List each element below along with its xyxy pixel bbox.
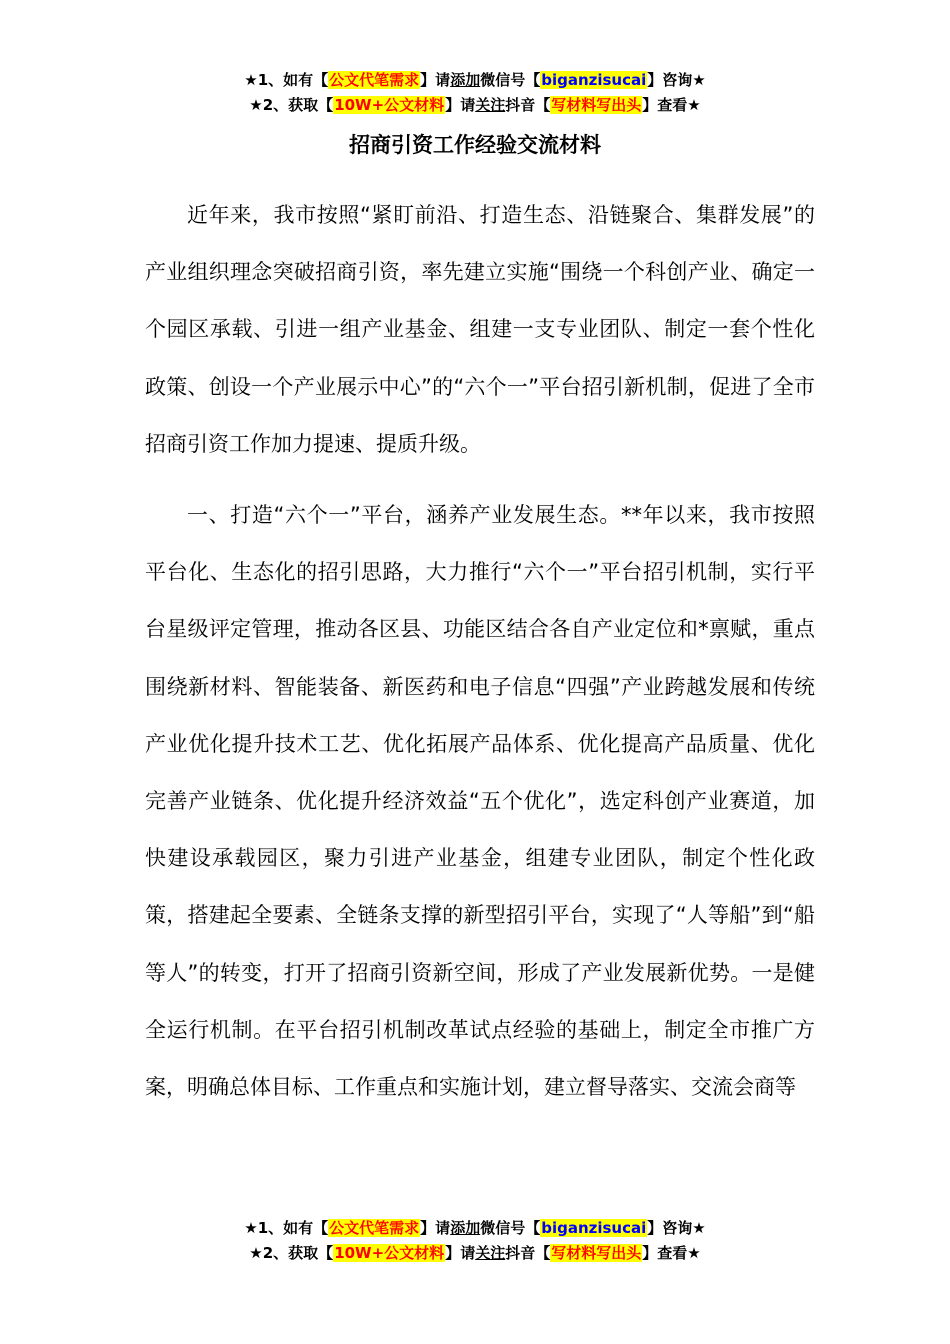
promo-text: 】请 <box>420 71 451 89</box>
promo-text: 】咨询★ <box>647 71 706 89</box>
promo-highlight-wechat-id: biganzisucai <box>541 71 647 89</box>
promo-highlight-materials: 10W+公文材料 <box>334 96 445 114</box>
paragraph-section-one: 一、打造“六个一”平台，涵养产业发展生态。**年以来，我市按照平台化、生态化的招引思路，大力推行“六个一”平台招引机制，实行平台星级评定管理，推动各区县、功能区结合各自产业定位和*禀赋，重点围绕新材料、智能装备、新医药和电子信息“四强”产业跨越发展和传统产业优化提升技术工艺、优化拓展产品体系、优化提高产品质量、优化完善产业链条、优化提升经济效益“五个优化”，选定科创产业赛道，加快建设承载园区，聚力引进产业基金，组建专业团队，制定个性化政策，搭建起全要素、全链条支撑的新型招引平台，实现了“人等船”到“船等人”的转变，打开了招商引资新空间，形成了产业发展新优势。一是健全运行机制。在平台招引机制改革试点经验的基础上，制定全市推广方案，明确总体目标、工作重点和实施计划，建立督导落实、交流会商等 <box>145 503 815 1100</box>
promo-emphasis: 添加 <box>450 1219 481 1237</box>
promo-highlight-douyin: 写材料写出头 <box>551 1244 642 1262</box>
promo-emphasis: 添加 <box>450 71 481 89</box>
promo-text: 】请 <box>445 96 476 114</box>
promo-text: 】请 <box>420 1219 451 1237</box>
promo-highlight-douyin: 写材料写出头 <box>551 96 642 114</box>
promo-highlight-service: 公文代笔需求 <box>329 71 420 89</box>
promo-text: ★1、如有【 <box>244 71 329 89</box>
promo-emphasis: 关注 <box>475 96 506 114</box>
promo-banner-bottom <box>0 1216 950 1266</box>
promo-emphasis: 关注 <box>475 1244 506 1262</box>
promo-text: ★2、获取【 <box>249 96 334 114</box>
promo-text: 】查看★ <box>642 96 701 114</box>
promo-highlight-materials: 10W+公文材料 <box>334 1244 445 1262</box>
promo-text: 】请 <box>445 1244 476 1262</box>
promo-text: ★1、如有【 <box>244 1219 329 1237</box>
promo-text: 微信号【 <box>480 71 541 89</box>
promo-line-2 <box>0 93 950 118</box>
paragraph-intro: 近年来，我市按照“紧盯前沿、打造生态、沿链聚合、集群发展”的产业组织理念突破招商引资，率先建立实施“围绕一个科创产业、确定一个园区承载、引进一组产业基金、组建一支专业团队、制定一套个性化政策、创设一个产业展示中心”的“六个一”平台招引新机制，促进了全市招商引资工作加力提速、提质升级。 <box>145 203 815 456</box>
promo-text: 抖音【 <box>505 96 551 114</box>
promo-text: 抖音【 <box>505 1244 551 1262</box>
promo-text: 微信号【 <box>480 1219 541 1237</box>
promo-highlight-service: 公文代笔需求 <box>329 1219 420 1237</box>
promo-line-1 <box>0 68 950 93</box>
promo-highlight-wechat-id: biganzisucai <box>541 1219 647 1237</box>
promo-line-2 <box>0 1241 950 1266</box>
promo-text: 】咨询★ <box>647 1219 706 1237</box>
promo-line-1 <box>0 1216 950 1241</box>
document-title: 招商引资工作经验交流材料 <box>349 133 601 157</box>
promo-banner-top <box>0 68 950 118</box>
promo-text: 】查看★ <box>642 1244 701 1262</box>
promo-text: ★2、获取【 <box>249 1244 334 1262</box>
